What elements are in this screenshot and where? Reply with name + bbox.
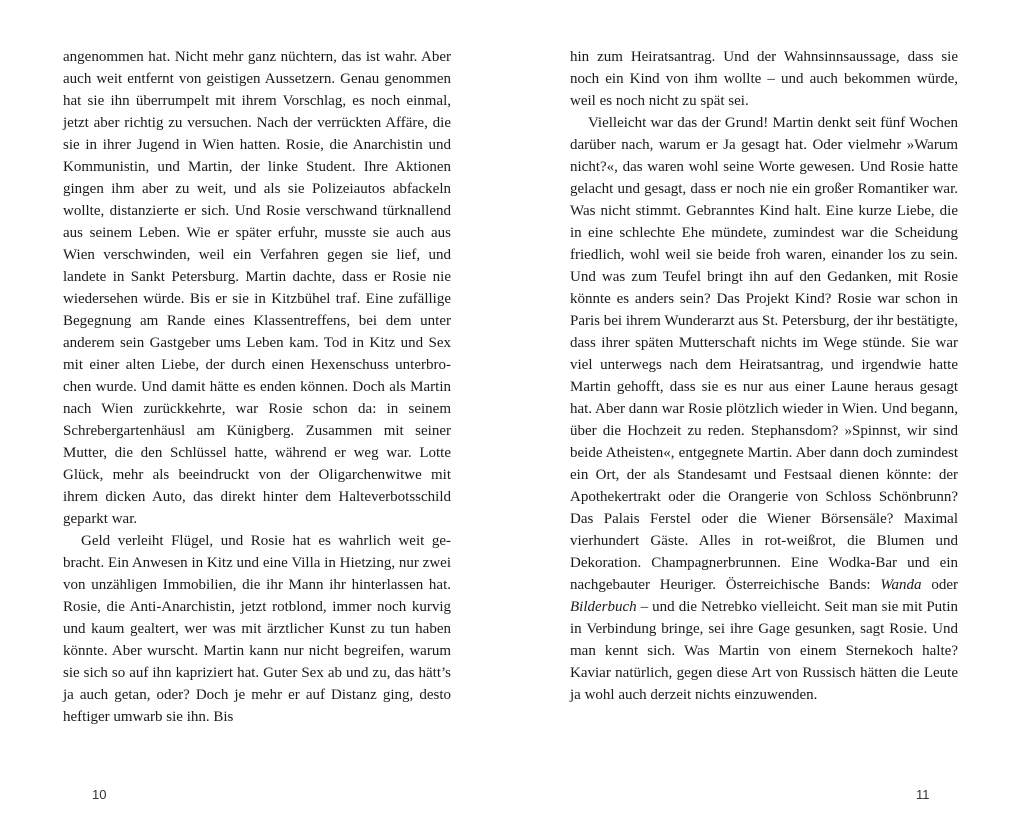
- right-paragraph-1: hin zum Heiratsantrag. Und der Wahnsinnsaussage, dass sie noch ein Kind von ihm wollte – und auch bekommen würde, weil es noch nicht zu spät sei.: [570, 49, 958, 109]
- left-page: [63, 46, 451, 728]
- band-name-wanda: Wanda: [880, 577, 922, 593]
- band-name-bilderbuch: Bilderbuch: [570, 599, 637, 615]
- right-paragraph-2-text-a: Vielleicht war das der Grund! Martin denkt seit fünf Wochen darüber nach, warum er Ja gesagt hat. Oder vielmehr »Warum nicht?«, das waren wohl seine Worte gewesen. Und Rosie hatte gelacht und gesagt, dass er noch nie ein großer Romantiker war. Was nicht stimmt. Gebranntes Kind halt. Eine kurze Liebe, die in eine schlechte Ehe mündete, zumindest war die Scheidung friedlich, wohl weil sie beide froh waren, einander los zu sein. Und was zum Teufel bringt ihn auf den Gedanken, mit Rosie könnte es anders sein? Das Projekt Kind? Rosie war schon in Paris bei ihrem Wunderarzt aus St. Petersburg, der ihr bestätigte, dass ihrer späten Mutterschaft nichts im Wege stünde. Sie war viel unterwegs nach dem Heiratsantrag, und irgendwie hatte Martin gehofft, dass sie es nur aus einer Laune heraus gesagt hat. Aber dann war Rosie plötzlich wieder in Wien. Und begann, über die Hochzeit zu reden. Stephansdom? »Spinnst, wir sind beide Atheisten«, entgegnete Martin. Aber dann doch zumindest ein Ort, der als Standesamt und Festsaal dienen könnte: der Apothekertrakt oder die Orangerie von Schloss Schönbrunn? Das Palais Ferstel oder die Wiener Börsensäle? Maximal vierhundert Gäste. Alles in rot-weißrot, die Blumen und Dekoration. Champagnerbrunnen. Eine Wodka-Bar und ein nachgebauter Heuriger. Österreichische Bands:: [570, 115, 958, 593]
- band-joiner: oder: [921, 577, 958, 593]
- right-paragraph-2: [570, 112, 958, 706]
- page-number-right: 11: [916, 787, 930, 802]
- left-paragraph-2: Geld verleiht Flügel, und Rosie hat es wahrlich weit gebracht. Ein Anwesen in Kitz und eine Villa in Hietzing, nur zwei von unzähligen Immobilien, die ihr Mann ihr hinterlassen hat. Rosie, die Anti-Anarchistin, jetzt rotblond, immer noch kurvig und kaum gealtert, wer was mit ärztlicher Kunst zu tun haben könnte. Aber wurscht. Martin kann nur nicht begreifen, warum sie sich so auf ihn kapriziert hat. Guter Sex ab und zu, das hätt’s ja auch getan, oder? Doch je mehr er auf Distanz ging, desto heftiger umwarb sie ihn. Bis: [63, 533, 451, 725]
- page-number-left: 10: [92, 787, 107, 802]
- left-paragraph-1: angenommen hat. Nicht mehr ganz nüchtern, das ist wahr. Aber auch weit entfernt von geistigen Aussetzern. Genau genommen hat sie ihn überrumpelt mit ihrem Vorschlag, es noch einmal, jetzt aber richtig zu versuchen. Nach der verrückten Affäre, die sie in ihrer Jugend in Wien hatten. Rosie, die Anarchistin und Kommunistin, und Martin, der linke Student. Ihre Aktionen gingen ihm aber zu weit, und als sie Polizeiautos abfackeln wollte, distanzierte er sich. Und Rosie verschwand türknallend aus seinem Leben. Wie er später erfuhr, musste sie auch aus Wien verschwinden, weil ein Verfahren gegen sie lief, und landete in Sankt Petersburg. Martin dachte, dass er Rosie nie wiedersehen würde. Bis er sie in Kitzbühel traf. Eine zufällige Begegnung am Rande eines Klassentreffens, bei dem unter anderem sein Gastgeber ums Leben kam. Tod in Kitz und Sex mit einer alten Liebe, der durch einen Hexenschuss unterbrochen wurde. Und damit hätte es enden können. Doch als Martin nach Wien zurückkehrte, war Rosie schon da: in seinem Schrebergartenhäusl am Künigberg. Zusammen mit seiner Mutter, die den Schlüssel hatte, während er weg war. Lotte Glück, mehr als beeindruckt von der Oligarchenwitwe mit ihrem dicken Auto, das direkt hinter dem Halteverbotsschild geparkt war.: [63, 49, 451, 527]
- right-paragraph-2-text-b: – und die Netrebko vielleicht. Seit man sie mit Putin in Verbindung bringe, sei ihre Gage gesunken, sagt Rosie. Und man kennt sich. Was Martin von einem Sternekoch halte? Kaviar natürlich, gegen diese Art von Russisch hätten die Leute ja wohl auch derzeit nichts einzuwenden.: [570, 599, 958, 703]
- right-page: [570, 46, 958, 706]
